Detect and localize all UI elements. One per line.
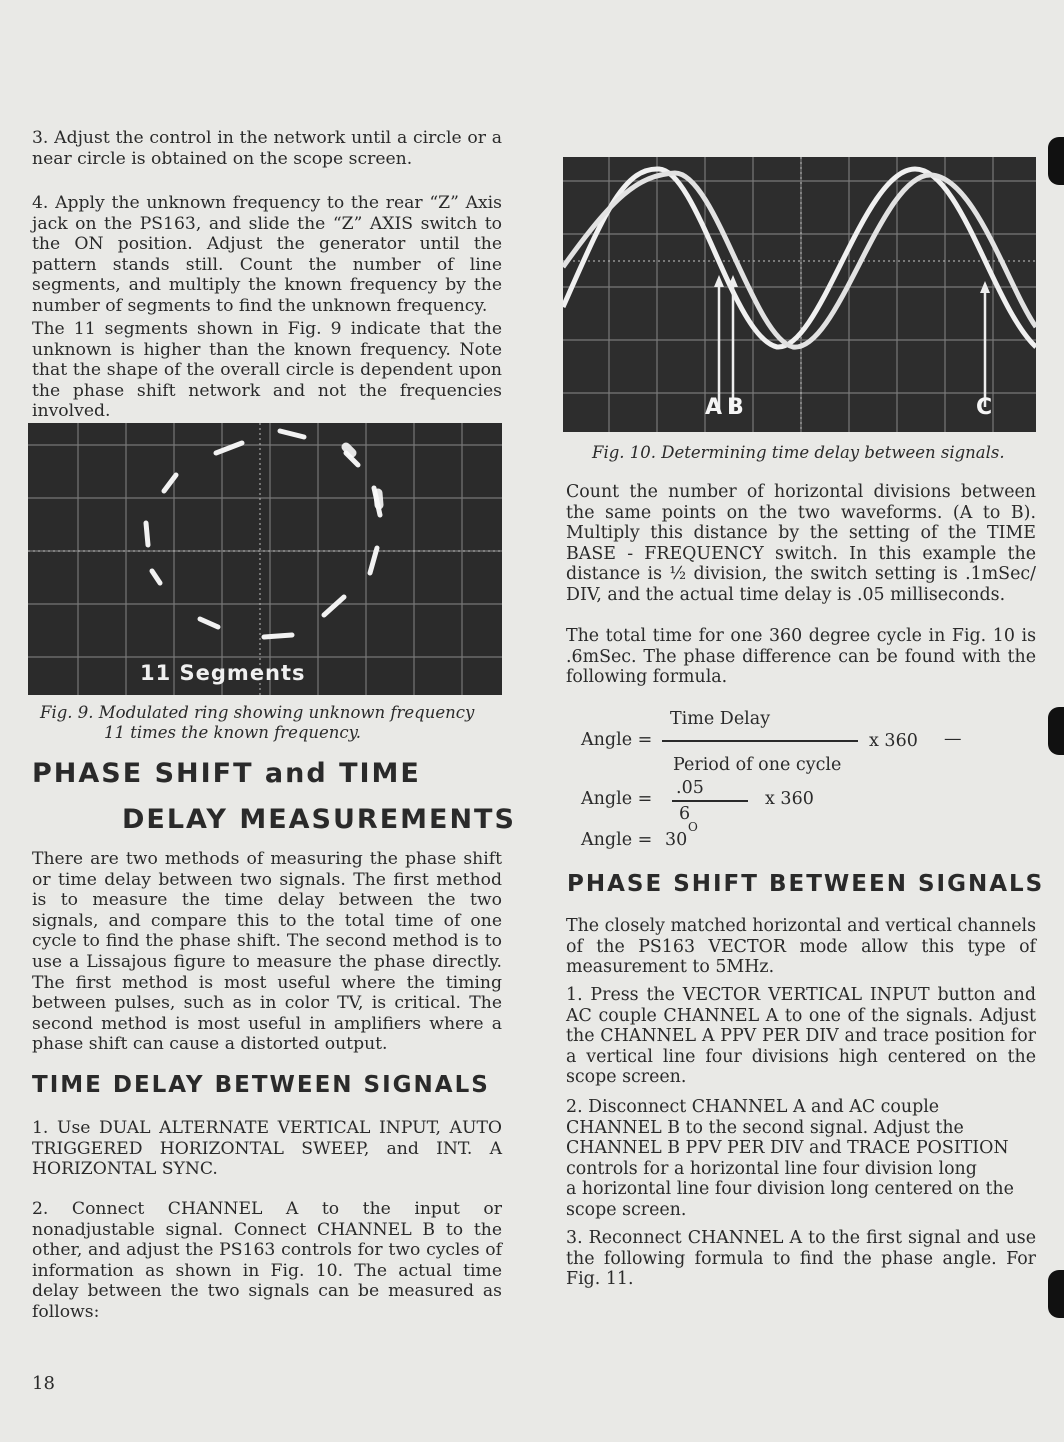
section-heading-line-1: PHASE SHIFT and TIME <box>32 758 421 789</box>
binder-hole-bottom <box>1048 1270 1064 1318</box>
phase-shift-step-1: 1. Press the VECTOR VERTICAL INPUT button and AC couple CHANNEL A to one of the signals. Adjust the CHANNEL A PPV PER DIV and trace position for a vertical line four divisions high centered on the scope screen. <box>566 985 1036 1088</box>
fig-9-graticule <box>28 423 502 695</box>
formula-numerator-value: .05 <box>676 778 704 798</box>
binder-hole-middle <box>1048 707 1064 755</box>
formula-angle-label-2: Angle = <box>581 789 653 809</box>
time-delay-step-1: 1. Use DUAL ALTERNATE VERTICAL INPUT, AUTO TRIGGERED HORIZONTAL SWEEP, and INT. A HORIZONTAL SYNC. <box>32 1118 502 1180</box>
fig-10-label-a: A <box>705 395 723 420</box>
fig-9-scope-image <box>28 423 502 695</box>
page-number: 18 <box>32 1373 55 1394</box>
formula-times-360: x 360 <box>869 731 918 751</box>
fig-10-label-c: C <box>976 395 993 420</box>
formula-times-360-2: x 360 <box>765 789 814 809</box>
total-time-paragraph: The total time for one 360 degree cycle in Fig. 10 is .6mSec. The phase difference can be found with the following formula. <box>566 626 1036 688</box>
formula-denominator: Period of one cycle <box>673 755 842 775</box>
fig-9-caption-line-2: 11 times the known frequency. <box>104 723 362 742</box>
phase-shift-step-3: 3. Reconnect CHANNEL A to the first signal and use the following formula to find the phase angle. For Fig. 11. <box>566 1228 1036 1290</box>
fig-9-caption-line-1: Fig. 9. Modulated ring showing unknown frequency <box>40 703 475 722</box>
phase-shift-step-2 <box>566 1097 1036 1221</box>
formula-fraction-line <box>662 740 858 742</box>
formula-result-label: Angle = <box>581 830 653 850</box>
phase-shift-intro: The closely matched horizontal and vertical channels of the PS163 VECTOR mode allow this type of measurement to 5MHz. <box>566 916 1036 978</box>
subheading-time-delay: TIME DELAY BETWEEN SIGNALS <box>32 1072 490 1098</box>
section-heading-line-2: DELAY MEASUREMENTS <box>122 804 516 835</box>
formula-angle-label: Angle = <box>581 730 653 750</box>
binder-hole-top <box>1048 137 1064 185</box>
time-delay-step-2: 2. Connect CHANNEL A to the input or nonadjustable signal. Connect CHANNEL B to the other, and adjust the PS163 controls for two cycles of information as shown in Fig. 10. The actual time delay between the two signals can be measured as follows: <box>32 1199 502 1322</box>
fig-10-graticule <box>563 157 1036 432</box>
step-4-paragraph: 4. Apply the unknown frequency to the rear “Z” Axis jack on the PS163, and slide the “Z” AXIS switch to the ON position. Adjust the generator until the pattern stands still. Count the number of line segments, and multiply the known frequency by the number of segments to find the unknown frequency. <box>32 193 502 316</box>
formula-fraction-line-2 <box>672 800 748 802</box>
fig-10-label-b: B <box>727 395 744 420</box>
formula-numerator: Time Delay <box>670 709 771 729</box>
phase-shift-step-2-line-a: 2. Disconnect CHANNEL A and AC couple CHANNEL B to the second signal. Adjust the CHANNEL B PPV PER DIV and TRACE POSITION controls for a horizontal line four division long <box>566 1097 1009 1179</box>
fig-9-label: 11 Segments <box>140 661 306 685</box>
intro-paragraph: There are two methods of measuring the phase shift or time delay between two signals. The first method is to measure the time delay between the two signals, and compare this to the total time of one cycle to find the phase shift. The second method is to use a Lissajous figure to measure the phase directly. The first method is most useful where the timing between pulses, such as in color TV, is critical. The second method is most useful in amplifiers where a phase shift can cause a distorted output. <box>32 849 502 1055</box>
fig-10-scope-image <box>563 157 1036 432</box>
formula-dash: — <box>944 729 962 749</box>
step-4-note-paragraph: The 11 segments shown in Fig. 9 indicate that the unknown is higher than the known frequency. Note that the shape of the overall circle is dependent upon the phase shift network and not the frequencies involved. <box>32 319 502 422</box>
formula-denominator-value: 6 <box>679 804 691 824</box>
fig-10-caption: Fig. 10. Determining time delay between signals. <box>592 443 1005 462</box>
step-3-paragraph: 3. Adjust the control in the network until a circle or a near circle is obtained on the scope screen. <box>32 128 502 169</box>
count-divisions-paragraph: Count the number of horizontal divisions between the same points on the two waveforms. (A to B). Multiply this distance by the setting of the TIME BASE - FREQUENCY switch. In this example the distance is ½ division, the switch setting is .1mSec/ DIV, and the actual time delay is .05 milliseconds. <box>566 482 1036 605</box>
subheading-phase-shift: PHASE SHIFT BETWEEN SIGNALS <box>567 871 1045 897</box>
phase-shift-step-2-line-b: a horizontal line four division long centered on the scope screen. <box>566 1179 1014 1220</box>
formula-degree-symbol: O <box>688 820 698 834</box>
formula-result-value: 30 <box>665 830 688 850</box>
